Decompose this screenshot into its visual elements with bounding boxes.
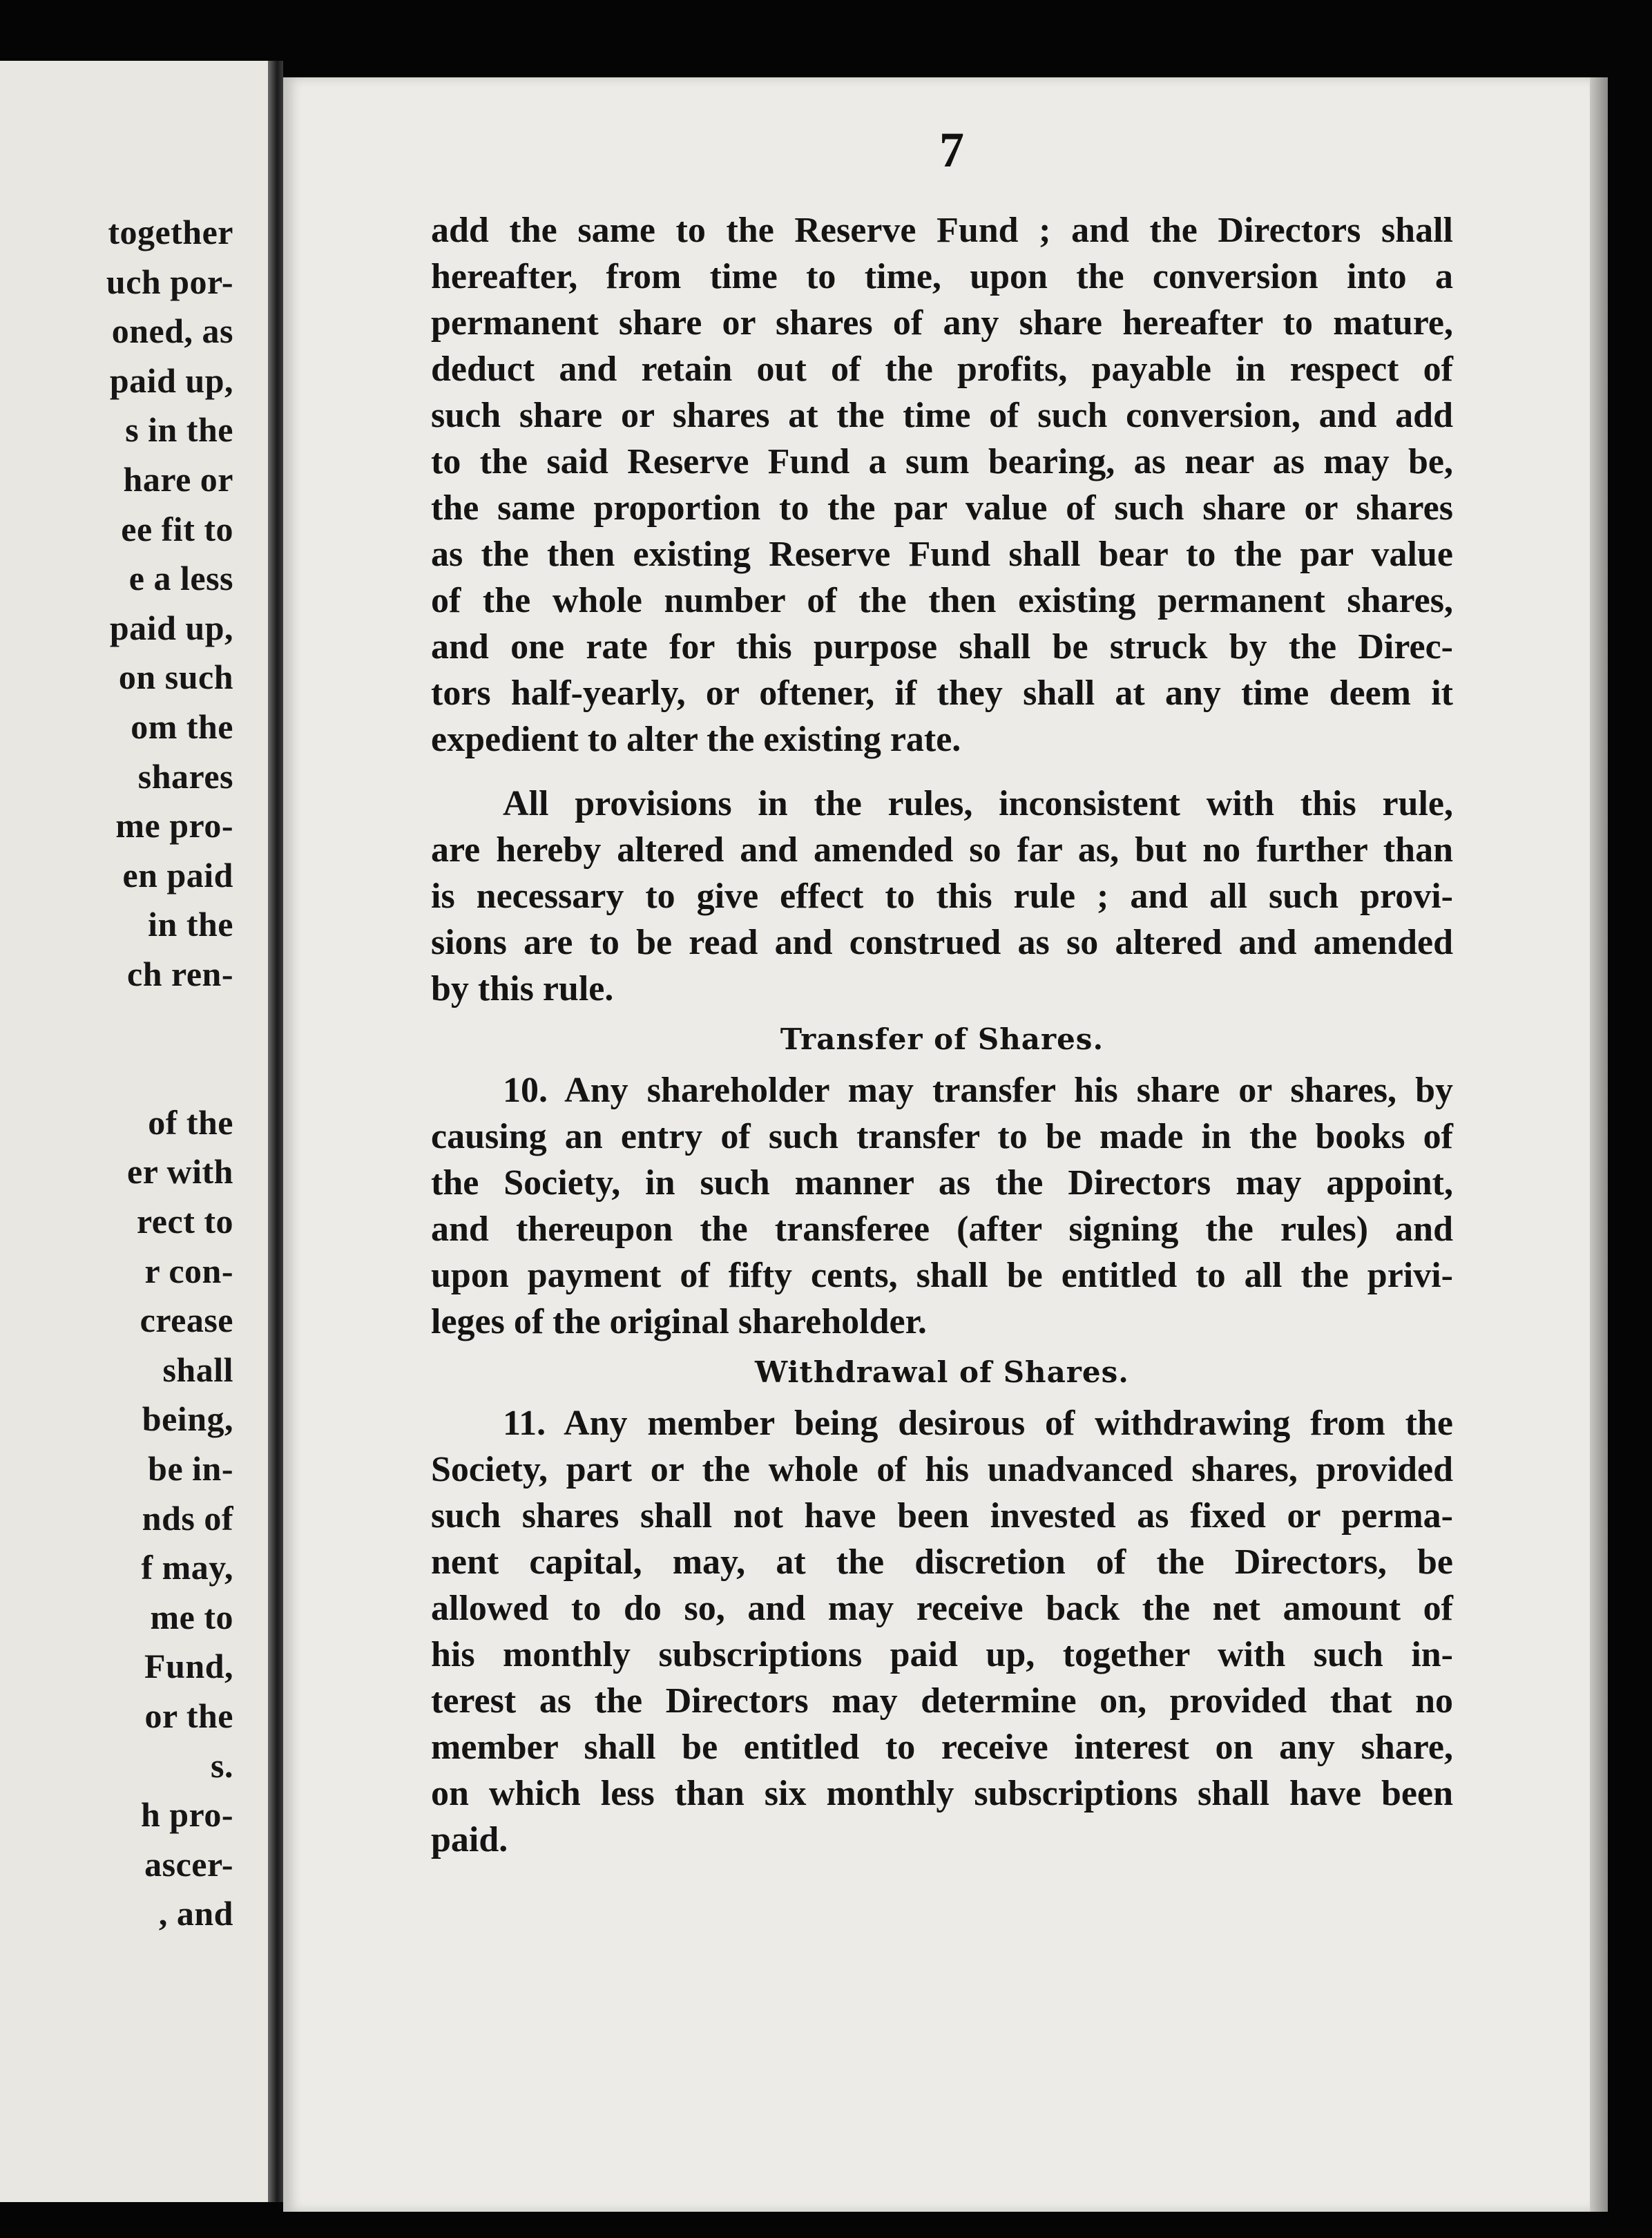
text-line: to the said Reserve Fund a sum bearing, as near as may be, [431,442,1453,481]
book-gutter [268,61,283,2202]
text-line: such share or shares at the time of such conversion, and add [431,396,1453,435]
left-page-fragment: rect to [137,1202,233,1241]
text-line: sions are to be read and construed as so altered and amended [431,923,1453,962]
text-line: tors half-yearly, or oftener, if they shall at any time deem it [431,673,1453,713]
text-line: such shares shall not have been invested as fixed or perma- [431,1496,1453,1536]
text-line: paid. [431,1820,508,1859]
text-line: All provisions in the rules, inconsistent with this rule, [503,784,1453,823]
heading-withdrawal-of-shares: Withdrawal of Shares. [755,1355,1129,1389]
left-page-fragment: be in- [148,1449,233,1488]
left-page-fragment: er with [127,1152,233,1192]
left-page-fragment: me to [150,1597,233,1636]
text-line: member shall be entitled to receive interest on any share, [431,1728,1453,1767]
text-line: Society, part or the whole of his unadvanced shares, provided [431,1450,1453,1489]
left-page-fragment: nds of [142,1498,233,1538]
page-number: 7 [939,122,964,178]
text-line: is necessary to give effect to this rule ; and all such provi- [431,877,1453,916]
text-line: upon payment of fifty cents, shall be entitled to all the privi- [431,1256,1453,1295]
text-line: deduct and retain out of the profits, payable in respect of [431,350,1453,389]
left-page-fragment: hare or [123,460,233,499]
left-page-fragment: or the [144,1696,233,1735]
text-line: are hereby altered and amended so far as, but no further than [431,830,1453,870]
text-line: 10. Any shareholder may transfer his share or shares, by [503,1071,1453,1110]
text-line: and one rate for this purpose shall be struck by the Direc- [431,627,1453,667]
text-line: terest as the Directors may determine on, provided that no [431,1681,1453,1721]
left-page-fragment: paid up, [109,361,233,400]
left-page-fragment: being, [142,1399,233,1439]
left-page-fragment: h pro- [140,1795,233,1835]
left-page-fragment: s. [211,1746,233,1785]
page-body [431,207,1453,1863]
left-page-fragment: , and [158,1894,233,1933]
text-line: leges of the original shareholder. [431,1302,927,1341]
left-page [0,61,269,2202]
text-line: on which less than six monthly subscriptions shall have been [431,1774,1453,1813]
paragraph-gap [431,763,1453,781]
left-page-fragment: Fund, [144,1647,233,1686]
left-page-fragment: e a less [128,559,233,598]
section-transfer-of-shares [431,1067,1453,1345]
left-page-fragment: ascer- [144,1844,233,1884]
left-page-fragment: om the [131,707,233,746]
text-line: causing an entry of such transfer to be made in the books of [431,1117,1453,1156]
left-page-fragment: uch por- [106,262,233,301]
left-page-fragment: s in the [125,410,233,450]
left-page-fragment: together [108,213,233,251]
left-page-fragment: crease [140,1301,233,1340]
heading-transfer-of-shares: Transfer of Shares. [780,1022,1104,1056]
text-line: of the whole number of the then existing permanent shares, [431,581,1453,620]
left-page-fragment: f may, [141,1548,233,1587]
left-page-fragment: paid up, [109,608,233,647]
text-line: as the then existing Reserve Fund shall bear to the par value [431,535,1453,574]
text-line: 11. Any member being desirous of withdrawing from the [503,1404,1453,1443]
left-page-fragment: shares [137,756,233,796]
text-line: add the same to the Reserve Fund ; and the Directors shall [431,211,1453,250]
text-line: the same proportion to the par value of such share or shares [431,488,1453,528]
text-line: and thereupon the transferee (after signing the rules) and [431,1209,1453,1249]
text-line: hereafter, from time to time, upon the conversion into a [431,257,1453,296]
text-line: permanent share or shares of any share hereafter to mature, [431,303,1453,343]
paragraph-reserve-fund [431,207,1453,763]
left-page-fragment: shall [162,1350,233,1389]
left-page-fragment: in the [148,905,233,944]
page-edge [1590,77,1608,2212]
text-line: his monthly subscriptions paid up, together with such in- [431,1635,1453,1674]
text-line: expedient to alter the existing rate. [431,720,961,759]
left-page-fragment: ch ren- [127,955,233,993]
paragraph-provisions [431,781,1453,1012]
left-page-fragment: r con- [144,1251,233,1290]
left-page-fragment: ee fit to [121,509,233,548]
left-page-fragment: en paid [122,855,233,895]
text-line: by this rule. [431,969,614,1008]
left-page-fragment: on such [118,658,233,697]
text-line: nent capital, may, at the discretion of the Directors, be [431,1542,1453,1582]
left-page-fragment: me pro- [115,806,233,845]
left-page-fragment: of the [148,1102,233,1142]
left-page-fragment: oned, as [111,312,233,351]
text-line: allowed to do so, and may receive back the net amount of [431,1589,1453,1628]
section-withdrawal-of-shares [431,1400,1453,1863]
text-line: the Society, in such manner as the Directors may appoint, [431,1163,1453,1203]
